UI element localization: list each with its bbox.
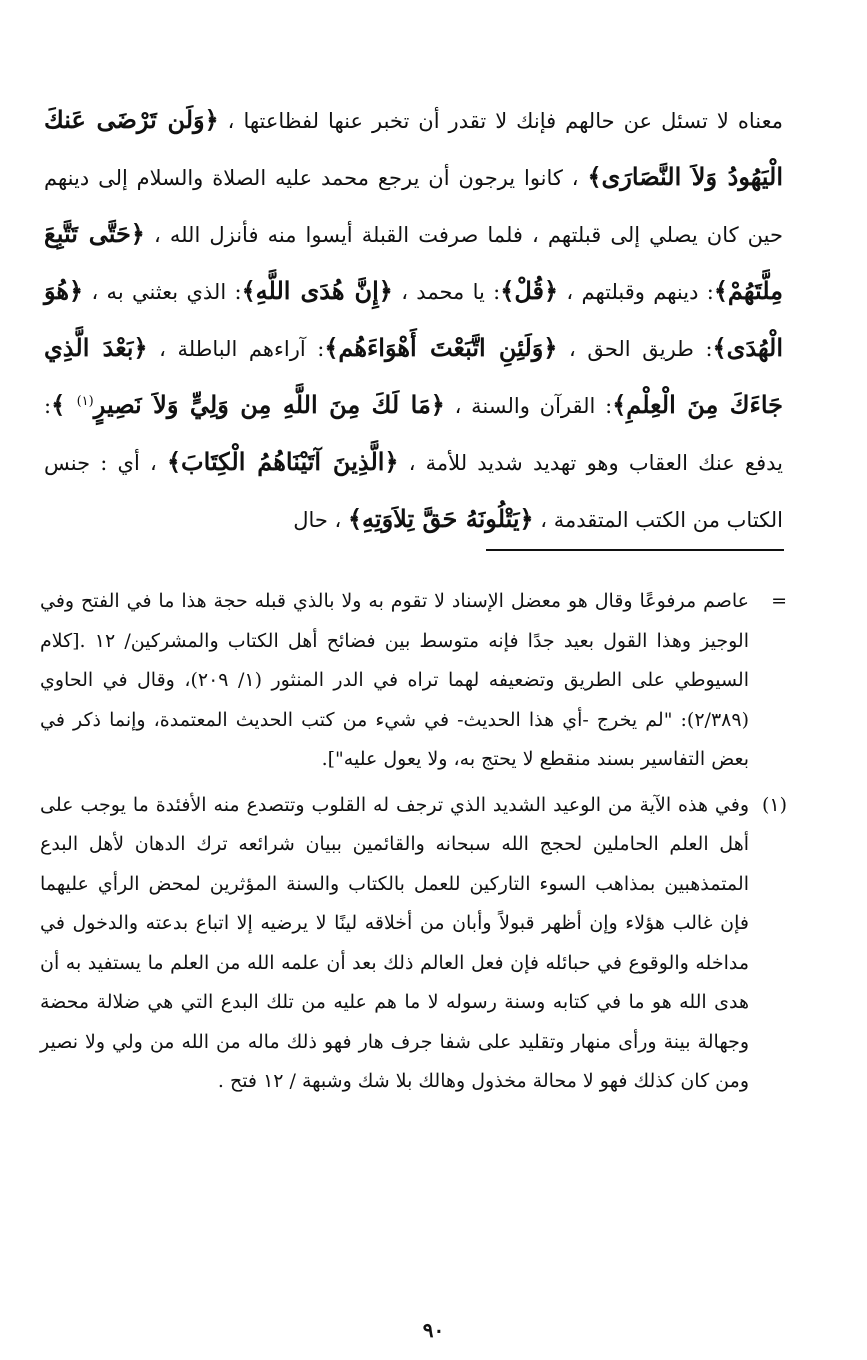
quran-verse: ﴿بَعْدَ الَّذِي جَاءَكَ مِنَ الْعِلْمِ﴾ <box>44 333 783 419</box>
footnote-separator <box>486 549 784 551</box>
text-segment: : القرآن والسنة ، <box>444 394 613 418</box>
footnote-1 <box>40 786 787 1102</box>
footnote-marker: = <box>771 590 787 612</box>
footnote-marker: (١) <box>761 793 787 816</box>
text-segment: : يا محمد ، <box>392 280 501 304</box>
footnote-text: عاصم مرفوعًا وقال هو معضل الإسناد لا تقوم به ولا بالذي قبله حجة هذا ما في الفتح وفي الوجيز وهذا القول بعيد جدًا فإنه متوسط بين فضائح أهل الكتاب والمشركين/ ١٢ .[كلام السيوطي على الطريق وتضعيفه لهما تراه في الدر المنثور (١/ ٢٠٩)، وقال في الحاوي (٢/٣٨٩): "لم يخرج -أي هذا الحديث- في شيء من كتب الحديث المعتمدة، وإنما ذكر في بعض التفاسير بسند منقطع لا يحتج به، ولا يعول عليه"]. <box>40 590 750 770</box>
main-paragraph <box>44 92 783 548</box>
quran-verse: ﴿إِنَّ هُدَى اللَّهِ﴾ <box>241 276 393 305</box>
text-segment: ، أي : جنس الكتاب من الكتب المتقدمة ، <box>44 451 783 532</box>
quran-verse: ﴿وَلَن تَرْضَى عَنكَ الْيَهُودُ وَلاَ النَّصَارَى﴾ <box>44 105 783 191</box>
text-segment: : دينهم وقبلتهم ، <box>558 280 714 304</box>
quran-verse: ﴿الَّذِينَ آتَيْنَاهُمُ الْكِتَابَ﴾ <box>166 447 399 476</box>
quran-verse: ﴿هُوَ الْهُدَى﴾ <box>44 276 784 362</box>
quran-verse: ﴿قُلْ﴾ <box>500 276 559 305</box>
page-number: ٩٠ <box>422 1318 445 1342</box>
footnotes <box>40 582 787 1102</box>
text-segment: : آراءهم الباطلة ، <box>147 337 325 361</box>
text-segment: معناه لا تسئل عن حالهم فإنك لا تقدر أن تخبر عنها لفظاعتها ، <box>218 109 783 133</box>
main-text <box>44 92 783 548</box>
footnote-reference: (١) <box>76 394 94 409</box>
footnote-continuation <box>40 582 787 780</box>
text-segment: : طريق الحق ، <box>557 337 713 361</box>
quran-verse: ﴿مَا لَكَ مِنَ اللَّهِ مِن وَلِيٍّ وَلاَ نَصِيرٍ <box>93 390 445 419</box>
quran-verse-end: ﴾ <box>51 390 77 419</box>
text-segment: ، حال <box>293 508 348 532</box>
quran-verse: ﴿حَتَّى تَتَّبِعَ مِلَّتَهُمْ﴾ <box>44 219 783 305</box>
text-segment: ، كانوا يرجون أن يرجع محمد عليه الصلاة والسلام إلى دينهم حين كان يصلي إلى قبلتهم ، فلما صرفت القبلة أيسوا منه فأنزل الله ، <box>44 166 783 247</box>
quran-verse: ﴿يَتْلُونَهُ حَقَّ تِلاَوَتِهِ﴾ <box>347 504 534 533</box>
quran-verse: ﴿وَلَئِنِ اتَّبَعْتَ أَهْوَاءَهُم﴾ <box>324 333 558 362</box>
text-segment: : يدفع عنك العقاب وهو تهديد شديد للأمة ، <box>44 394 783 475</box>
text-segment: : الذي بعثني به ، <box>83 280 242 304</box>
footnote-text: وفي هذه الآية من الوعيد الشديد الذي ترجف له القلوب وتتصدع منه الأفئدة ما يوجب على أهل العلم الحاملين لحجج الله سبحانه والقائمين ببيان شرائعه ترك الدهان لأهل البدع المتمذهبين بمذاهب السوء التاركين للعمل بالكتاب والسنة المؤثرين لمحض الرأي عليهما فإن غالب هؤلاء وإن أظهر قبولاً وأبان من أخلاقه لينًا لا يرضيه إلا اتباع بدعته والدخول في مداخله والوقوع في حبائله فإن فعل العالم ذلك بعد أن علمه الله من العلم ما يستفيد به أن هدى الله هو ما في كتابه وسنة رسوله لا ما هم عليه من تلك البدع التي هي ضلالة محضة وجهالة بينة ورأى منهار وتقليد على شفا جرف هار فهو ذلك ماله من الله من ولي ولا نصير ومن كان كذلك فهو لا محالة مخذول وهالك بلا شك وشبهة / ١٢ فتح . <box>40 793 749 1092</box>
